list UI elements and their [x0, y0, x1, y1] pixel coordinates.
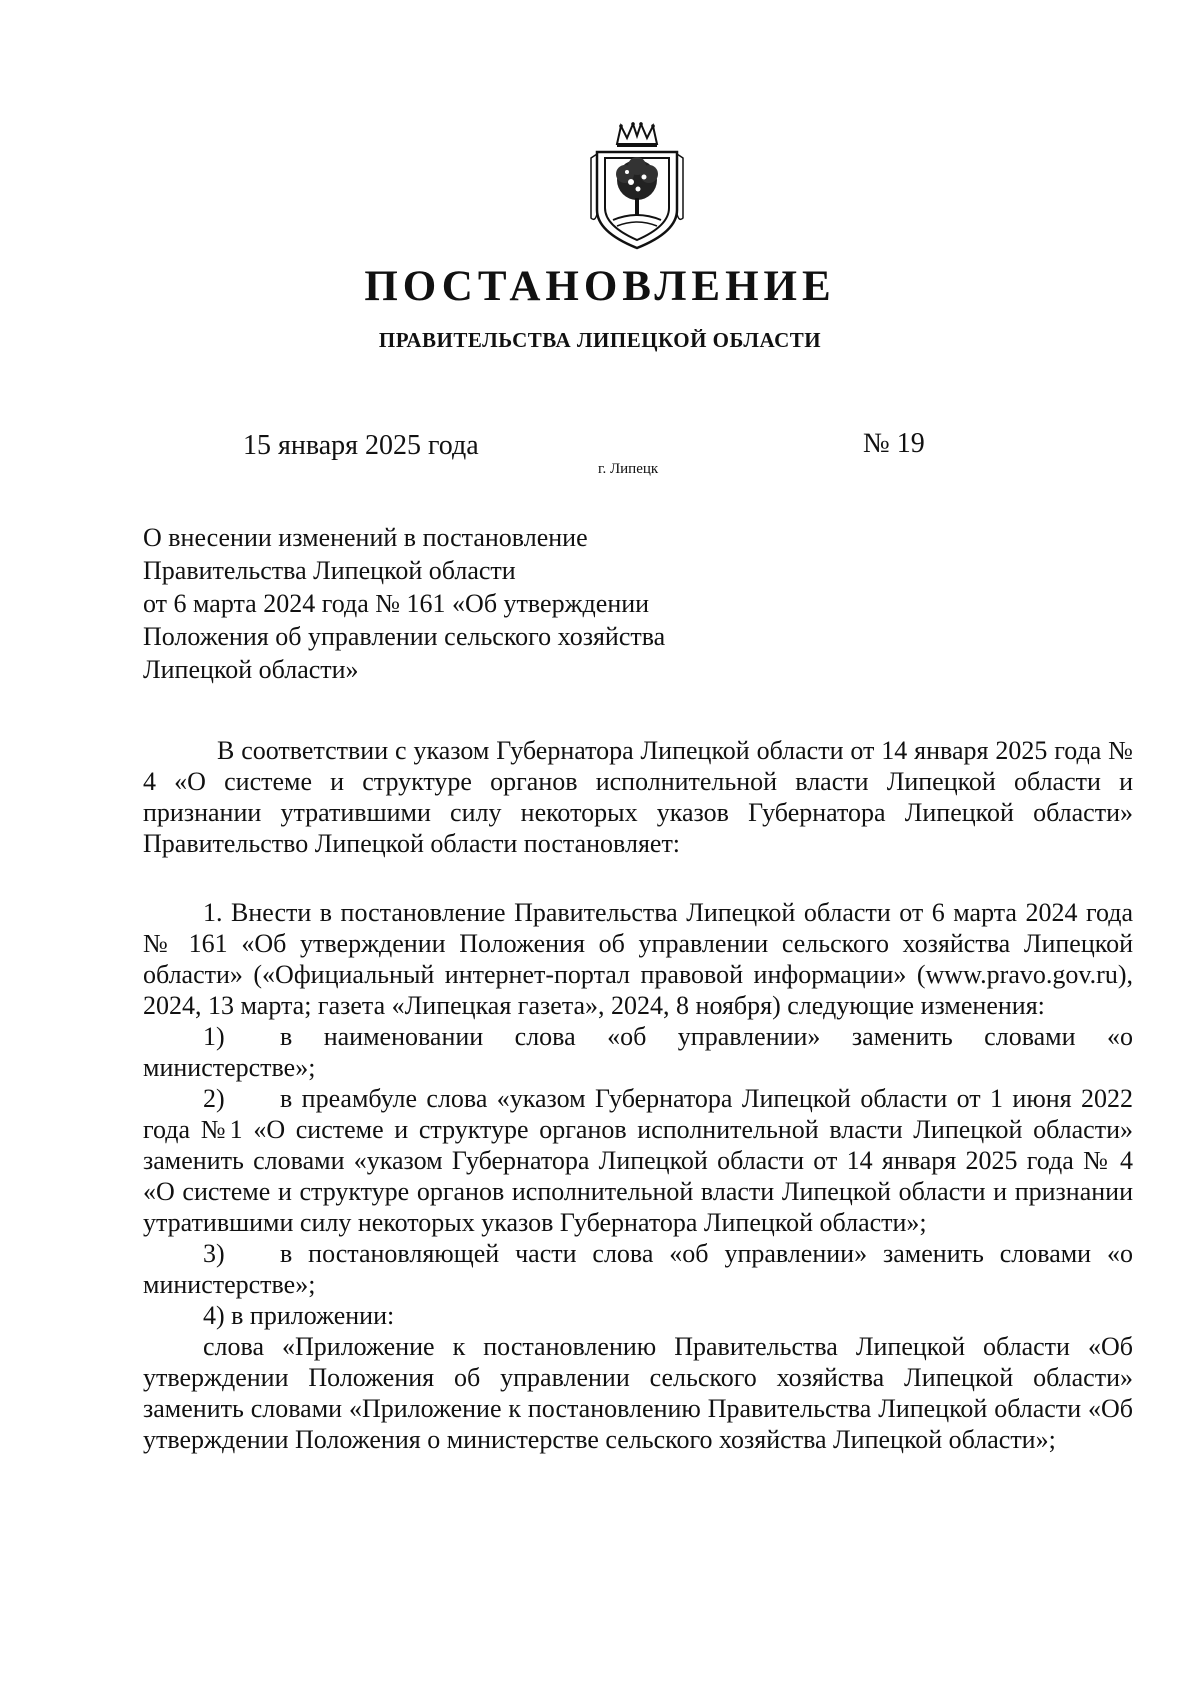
document-date: 15 января 2025 года: [243, 430, 479, 461]
list-item-4-text: слова «Приложение к постановлению Правительства Липецкой области «Об утверждении Положения об управлении сельского хозяйства Липецкой области» заменить словами «Приложение к постановлению Правительства Липецкой области «Об утверждении Положения о министерстве сельского хозяйства Липецкой области»;: [143, 1332, 1133, 1454]
subject-line: Липецкой области»: [143, 655, 359, 684]
subject-line: от 6 марта 2024 года № 161 «Об утверждении: [143, 589, 650, 618]
list-item-number: 1): [203, 1022, 225, 1051]
list-item-number: 3): [203, 1239, 225, 1268]
coat-of-arms-emblem: [587, 122, 687, 252]
list-item-text: в постановляющей части слова «об управлении» заменить словами «о министерстве»;: [143, 1239, 1133, 1299]
subject-line: Правительства Липецкой области: [143, 556, 516, 585]
list-item: [143, 1083, 1133, 1238]
preamble-paragraph: В соответствии с указом Губернатора Липецкой области от 14 января 2025 года № 4 «О системе и структуре органов исполнительной власти Липецкой области и признании утратившими силу некоторых указов Губернатора Липецкой области» Правительство Липецкой области постановляет:: [143, 736, 1133, 858]
document-title: ПОСТАНОВЛЕНИЕ: [364, 263, 836, 310]
document-city: г. Липецк: [598, 461, 659, 477]
clause-1-paragraph: 1. Внести в постановление Правительства Липецкой области от 6 марта 2024 года № 161 «Об утверждении Положения об управлении сельского хозяйства Липецкой области» («Официальный интернет-портал правовой информации» (www.pravo.gov.ru), 2024, 13 марта; газета «Липецкая газета», 2024, 8 ноября) следующие изменения:: [143, 898, 1133, 1020]
subject-line: О внесении изменений в постановление: [143, 523, 588, 552]
list-item-4: 4) в приложении:: [203, 1301, 395, 1330]
list-item-text: в преамбуле слова «указом Губернатора Липецкой области от 1 июня 2022 года №1 «О системе и структуре органов исполнительной власти Липецкой области» заменить словами «указом Губернатора Липецкой области от 14 января 2025 года № 4 «О системе и структуре органов исполнительной власти Липецкой области и признании утратившими силу некоторых указов Губернатора Липецкой области»;: [143, 1084, 1133, 1237]
subject-line: Положения об управлении сельского хозяйства: [143, 622, 666, 651]
list-item-number: 2): [203, 1084, 225, 1113]
document-subject: [143, 521, 843, 686]
document-subtitle: ПРАВИТЕЛЬСТВА ЛИПЕЦКОЙ ОБЛАСТИ: [378, 328, 822, 352]
list-item: [143, 1021, 1133, 1083]
list-item: [143, 1238, 1133, 1300]
document-number: № 19: [863, 428, 925, 459]
document-body: [143, 735, 1133, 1455]
list-item-text: в наименовании слова «об управлении» заменить словами «о министерстве»;: [143, 1022, 1133, 1082]
